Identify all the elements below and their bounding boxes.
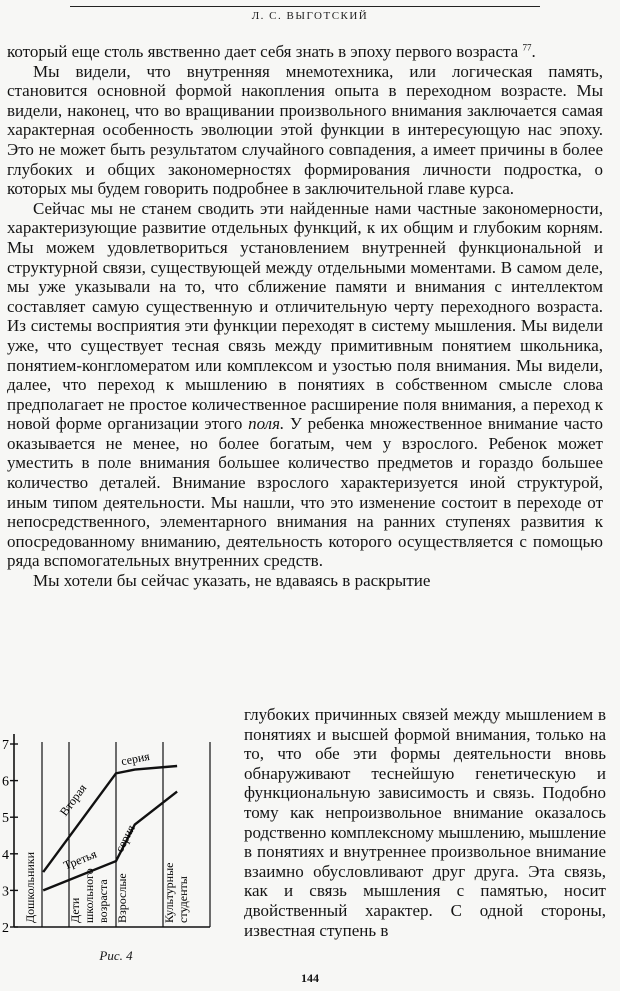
y-tick-label: 3 [2, 884, 9, 900]
header-rule [70, 6, 540, 7]
series-label: серия [112, 822, 138, 855]
y-tick-label: 5 [2, 811, 9, 827]
figure-caption: Рис. 4 [99, 948, 133, 963]
running-head: Л. С. ВЫГОТСКИЙ [251, 10, 369, 22]
category-label: Дети [68, 897, 82, 923]
page-number: 144 [301, 971, 319, 985]
paragraph-2: Мы видели, что внутренняя мнемотехника, или логическая память, становится основной формой накопления опыта в переходном возрасте. Мы видели, наконец, что во вращивании произвольного внимания заключается самая характерная особенность эволюции этой функции в интересующую нас эпоху. Это не может быть результатом случайного совпадения, а имеет причины в более глубоких и общих закономерностях формирования личности подростка, о которых мы будем говорить подробнее в заключительной главе курса. [7, 61, 603, 199]
series-label: серия [119, 748, 151, 769]
category-label: школьного [82, 868, 96, 923]
footnote-ref[interactable]: 77 [522, 42, 532, 53]
y-tick-label: 4 [2, 847, 9, 863]
paragraph-1 [7, 42, 603, 62]
paragraph-3 [7, 199, 603, 571]
paragraph-1-text: который еще столь явственно дает себя знать в эпоху первого возраста [7, 42, 519, 61]
y-tick-label: 6 [2, 774, 9, 790]
category-label: студенты [176, 876, 190, 923]
attention-chart [0, 722, 232, 942]
series-label: Вторая [56, 781, 90, 819]
series-line [43, 766, 177, 872]
series-label: Третья [61, 846, 99, 873]
paragraph-3-emphasis: поля. [248, 414, 285, 434]
figure-4 [0, 722, 232, 966]
side-text [244, 705, 606, 940]
category-label: Дошкольники [23, 851, 37, 923]
main-text [7, 42, 603, 591]
paragraph-4-start: Мы хотели бы сейчас указать, не вдаваясь в раскрытие [33, 571, 431, 591]
category-label: возраста [96, 879, 110, 923]
category-label: Культурные [162, 862, 176, 923]
y-tick-label: 7 [2, 738, 9, 753]
paragraph-4-rest: глубоких причинных связей между мышлением в понятиях и высшей формой внимания, только на то, что обе эти формы деятельности вновь обнаруживают теснейшую генетическую и функциональную зависимость и связь. Подобно тому как непроизвольное внимание оказалось родственно комплексному мышлению, мышление в понятиях и внутреннее произвольное внимание взаимно обусловливают друг друга. Эта связь, как и связь мышления с памятью, носит двойственный характер. С одной стороны, известная ступень в [244, 705, 606, 940]
category-label: Взрослые [115, 873, 129, 923]
paragraph-3-part-2: У ребенка множественное внимание часто оказывается не менее, но более богатым, чем у взрослого. Ребенок может уместить в поле внимания большее количество предметов и гораздо большее количество деталей. Внимание взрослого характеризуется иной структурой, иным типом деятельности. Мы нашли, что это изменение состоит в переходе от непосредственного, элементарного внимания на ранних ступенях развития к опосредованному вниманию, деятельность которого осуществляется с помощью ряда вспомогательных внутренних средств. [7, 414, 603, 571]
y-tick-label: 2 [2, 921, 9, 936]
paragraph-3-part-1: Сейчас мы не станем сводить эти найденные нами частные закономерности, характеризующие развитие отдельных функций, к их общим и глубоким корням. Мы можем удовлетвориться установлением внутренней функциональной и структурной связи, существующей между отдельными моментами. В самом деле, мы уже указывали на то, что сближение памяти и внимания с интеллектом составляет самую существенную и отличительную черту переходного возраста. Из системы восприятия эти функции переходят в систему мышления. Мы видели уже, что существует тесная связь между примитивным понятием школьника, понятием-конгломератом или комплексом и узостью поля внимания. Мы видели, далее, что переход к мышлению в понятиях в собственном смысле слова предполагает не простое количественное расширение поля внимания, а переход к новой форме организации этого [7, 198, 603, 434]
paragraph-1-end: . [531, 42, 536, 61]
